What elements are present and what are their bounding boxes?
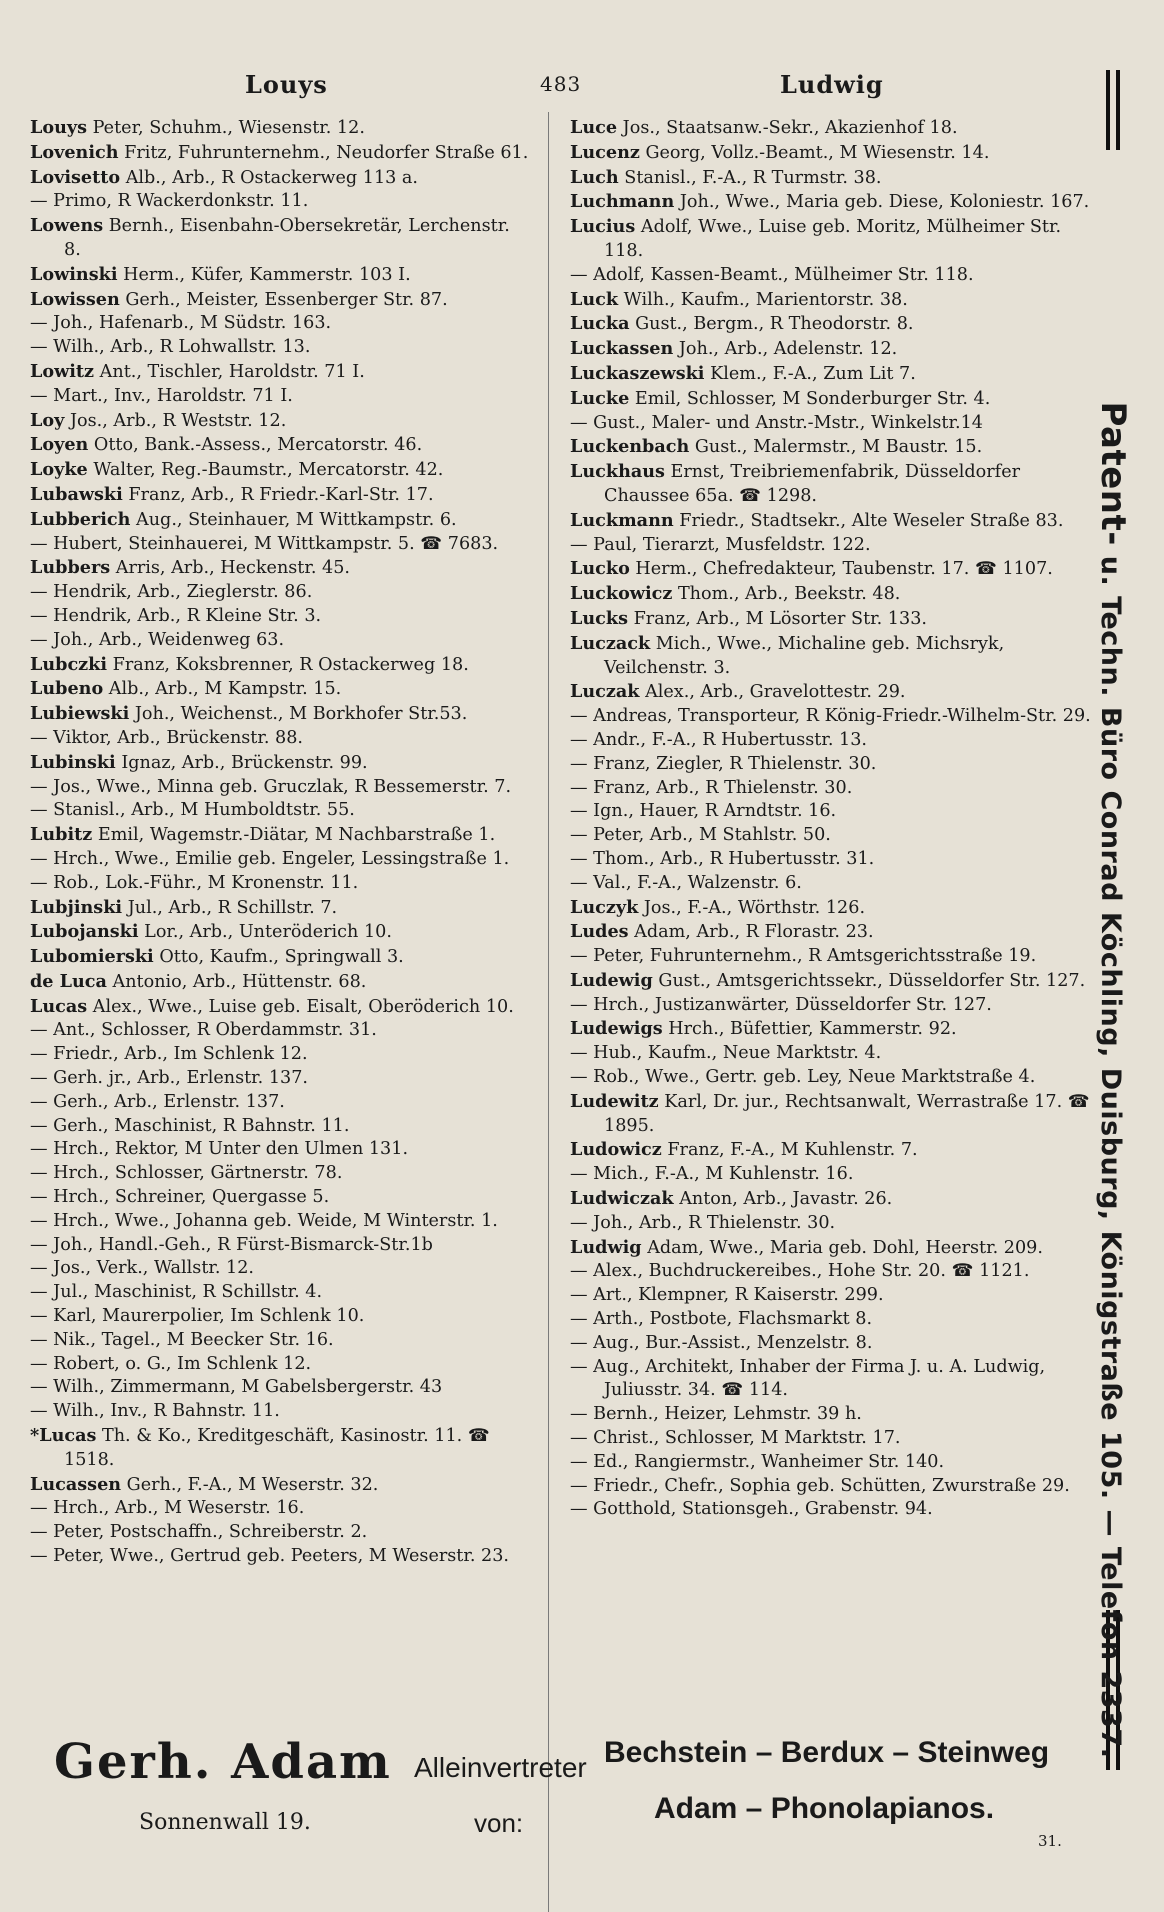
entry-details: — Rob., Wwe., Gertr. geb. Ley, Neue Marktstraße 4.: [570, 1067, 1036, 1088]
directory-entry: [30, 1091, 530, 1115]
entry-details: — Val., F.-A., Walzenstr. 6.: [570, 872, 802, 893]
side-rule: [1116, 70, 1120, 150]
entry-details: — Gerh., Maschinist, R Bahnstr. 11.: [30, 1115, 350, 1136]
entry-surname: Lovisetto: [30, 166, 121, 188]
entry-details: — Franz, Ziegler, R Thielenstr. 30.: [570, 753, 877, 774]
directory-entry: [570, 1308, 1095, 1332]
directory-entry: [570, 460, 1095, 509]
directory-entry: [570, 896, 1095, 921]
entry-details: Gust., Bergm., R Theodorstr. 8.: [635, 314, 914, 335]
entry-details: Gust., Amtsgerichtssekr., Düsseldorfer Str. 127.: [658, 970, 1086, 991]
entry-details: — Peter, Fuhrunternehm., R Amtsgerichtsstraße 19.: [570, 946, 1037, 967]
entry-surname: Lucks: [570, 607, 628, 629]
entry-surname: Luch: [570, 166, 619, 188]
left-column: [30, 116, 530, 1569]
entry-details: Mich., Wwe., Michaline geb. Michsryk, Veilchenstr. 3.: [604, 633, 1005, 678]
directory-entry: [570, 1163, 1095, 1187]
entry-surname: Lucka: [570, 313, 630, 335]
directory-entry: [570, 1451, 1095, 1475]
entry-surname: Lubawski: [30, 483, 123, 505]
entry-details: — Joh., Arb., Weidenweg 63.: [30, 629, 285, 650]
entry-details: Jul., Arb., R Schillstr. 7.: [127, 897, 338, 918]
directory-entry: [30, 190, 530, 214]
directory-entry: [570, 509, 1095, 534]
directory-entry: [30, 409, 530, 434]
entry-details: Wilh., Kaufm., Marientorstr. 38.: [623, 289, 908, 310]
entry-details: Adam, Arb., R Florastr. 23.: [634, 922, 874, 943]
side-ad-big: Patent-: [1093, 401, 1133, 546]
entry-surname: Luckenbach: [570, 436, 690, 458]
directory-entry: [30, 1400, 530, 1424]
entry-surname: Ludwig: [570, 1236, 642, 1258]
directory-entry: [30, 533, 530, 557]
entry-surname: Luckmann: [570, 509, 674, 531]
entry-surname: Lowens: [30, 215, 104, 237]
side-advertisement: [1093, 402, 1133, 1759]
entry-surname: Ludes: [570, 921, 629, 943]
directory-entry: [570, 945, 1095, 969]
directory-entry: [570, 1236, 1095, 1261]
ad-brands: Bechstein – Berdux – Steinweg: [604, 1736, 1050, 1769]
directory-entry: [30, 1019, 530, 1043]
directory-entry: [570, 1284, 1095, 1308]
directory-entry: [570, 705, 1095, 729]
directory-entry: [570, 1090, 1095, 1139]
entry-surname: Louys: [30, 117, 88, 138]
entry-details: — Ed., Rangiermstr., Wanheimer Str. 140.: [570, 1451, 945, 1472]
directory-entry: [570, 557, 1095, 582]
entry-details: — Art., Klempner, R Kaiserstr. 299.: [570, 1285, 884, 1306]
entry-details: Friedr., Stadtsekr., Alte Weseler Straße 83.: [679, 510, 1064, 531]
entry-details: — Alex., Buchdruckereibes., Hohe Str. 20. ☎ 1121.: [570, 1261, 1030, 1282]
entry-details: Jos., Staatsanw.-Sekr., Akazienhof 18.: [622, 118, 958, 138]
entry-details: — Mart., Inv., Haroldstr. 71 I.: [30, 385, 293, 406]
directory-entry: [30, 288, 530, 313]
directory-entry: [570, 632, 1095, 681]
entry-details: — Hrch., Rektor, M Unter den Ulmen 131.: [30, 1139, 409, 1160]
directory-entry: [30, 1376, 530, 1400]
directory-entry: [30, 166, 530, 191]
entry-details: Antonio, Arb., Hüttenstr. 68.: [112, 971, 367, 992]
directory-entry: [30, 995, 530, 1020]
directory-entry: [570, 215, 1095, 264]
directory-entry: [30, 1186, 530, 1210]
entry-details: — Christ., Schlosser, M Marktstr. 17.: [570, 1428, 901, 1449]
entry-details: — Friedr., Chefr., Sophia geb. Schütten, Zwurstraße 29.: [570, 1475, 1070, 1496]
entry-details: — Joh., Hafenarb., M Südstr. 163.: [30, 313, 332, 334]
directory-entry: [570, 848, 1095, 872]
directory-entry: [30, 727, 530, 751]
entry-surname: Ludwiczak: [570, 1188, 674, 1210]
directory-entry: [570, 800, 1095, 824]
entry-details: Herm., Küfer, Kammerstr. 103 I.: [123, 264, 411, 285]
side-ad-text: u. Techn. Büro Conrad Köchling, Duisburg, Königstraße 105. — Telefon 2337.: [1095, 555, 1126, 1759]
entry-surname: Lucas: [30, 995, 88, 1017]
entry-details: — Friedr., Arb., Im Schlenk 12.: [30, 1044, 308, 1065]
directory-entry: [30, 653, 530, 678]
ad-firm-name: Gerh. Adam: [54, 1734, 392, 1790]
entry-details: — Wilh., Zimmermann, M Gabelsbergerstr. 43: [30, 1377, 443, 1398]
directory-entry: [30, 945, 530, 970]
entry-details: Lor., Arb., Unteröderich 10.: [144, 922, 392, 943]
directory-entry: [30, 1115, 530, 1139]
entry-details: — Jos., Verk., Wallstr. 12.: [30, 1258, 255, 1279]
directory-entry: [570, 1260, 1095, 1284]
directory-entry: [30, 970, 530, 995]
entry-details: Ignaz, Arb., Brückenstr. 99.: [121, 752, 368, 773]
entry-details: Hrch., Büfettier, Kammerstr. 92.: [668, 1019, 957, 1040]
directory-entry: [30, 214, 530, 263]
entry-details: — Mich., F.-A., M Kuhlenstr. 16.: [570, 1164, 854, 1185]
directory-entry: [570, 312, 1095, 337]
directory-entry: [570, 1356, 1095, 1404]
entry-details: Gerh., F.-A., M Weserstr. 32.: [126, 1474, 379, 1495]
directory-entry: [30, 702, 530, 727]
directory-entry: [570, 872, 1095, 896]
directory-entry: [570, 1403, 1095, 1427]
entry-details: — Adolf, Kassen-Beamt., Mülheimer Str. 118.: [570, 264, 974, 285]
directory-entry: [570, 1066, 1095, 1090]
entry-surname: Luchmann: [570, 191, 675, 213]
directory-entry: [570, 824, 1095, 848]
directory-entry: [30, 629, 530, 653]
directory-entry: [30, 1281, 530, 1305]
entry-details: Franz, Koksbrenner, R Ostackerweg 18.: [112, 654, 469, 675]
directory-entry: [570, 264, 1095, 288]
directory-entry: [30, 1353, 530, 1377]
entry-details: Arris, Arb., Heckenstr. 45.: [115, 558, 351, 579]
entry-details: Otto, Bank.-Assess., Mercatorstr. 46.: [93, 435, 423, 456]
directory-entry: [30, 823, 530, 848]
directory-entry: [30, 263, 530, 288]
directory-entry: [30, 360, 530, 385]
right-header: Ludwig: [780, 70, 884, 99]
right-column: [570, 116, 1095, 1522]
entry-details: — Peter, Postschaffn., Schreiberstr. 2.: [30, 1522, 368, 1543]
entry-details: — Peter, Wwe., Gertrud geb. Peeters, M Weserstr. 23.: [30, 1546, 510, 1567]
directory-entry: [570, 337, 1095, 362]
directory-entry: [30, 458, 530, 483]
directory-entry: [570, 1187, 1095, 1212]
entry-surname: Lucko: [570, 558, 630, 580]
entry-details: — Robert, o. G., Im Schlenk 12.: [30, 1353, 312, 1374]
entry-details: — Hrch., Arb., M Weserstr. 16.: [30, 1498, 305, 1519]
entry-details: Franz, F.-A., M Kuhlenstr. 7.: [667, 1140, 918, 1161]
entry-details: — Nik., Tagel., M Beecker Str. 16.: [30, 1329, 334, 1350]
directory-entry: [570, 582, 1095, 607]
entry-details: Herm., Chefredakteur, Taubenstr. 17. ☎ 1107.: [635, 559, 1053, 580]
directory-entry: [570, 1332, 1095, 1356]
entry-details: Gerh., Meister, Essenberger Str. 87.: [125, 289, 448, 310]
directory-entry: [570, 1212, 1095, 1236]
entry-surname: de Luca: [30, 970, 107, 992]
entry-details: — Hrch., Schlosser, Gärtnerstr. 78.: [30, 1163, 343, 1184]
entry-details: — Hendrik, Arb., R Kleine Str. 3.: [30, 605, 322, 626]
entry-surname: Luce: [570, 117, 618, 138]
entry-details: — Primo, R Wackerdonkstr. 11.: [30, 191, 309, 212]
entry-details: — Gust., Maler- und Anstr.-Mstr., Winkelstr.14: [570, 412, 983, 433]
directory-entry: [570, 920, 1095, 945]
entry-details: Emil, Schlosser, M Sonderburger Str. 4.: [634, 388, 991, 409]
entry-details: — Hrch., Wwe., Johanna geb. Weide, M Winterstr. 1.: [30, 1210, 498, 1231]
directory-entry: [30, 1138, 530, 1162]
entry-details: Franz, Arb., M Lösorter Str. 133.: [633, 608, 927, 629]
directory-entry: [570, 1427, 1095, 1451]
entry-details: — Arth., Postbote, Flachsmarkt 8.: [570, 1309, 873, 1330]
ad-address: Sonnenwall 19.: [139, 1810, 311, 1835]
entry-details: Alex., Wwe., Luise geb. Eisalt, Oberöderich 10.: [92, 996, 514, 1017]
entry-details: — Hrch., Justizanwärter, Düsseldorfer Str. 127.: [570, 994, 992, 1015]
directory-entry: [30, 1043, 530, 1067]
directory-entry: [30, 312, 530, 336]
entry-details: — Hubert, Steinhauerei, M Wittkampstr. 5. ☎ 7683.: [30, 533, 499, 554]
directory-entry: [30, 1162, 530, 1186]
directory-entry: [570, 969, 1095, 994]
entry-details: Emil, Wagemstr.-Diätar, M Nachbarstraße 1.: [97, 825, 496, 846]
entry-details: Walter, Reg.-Baumstr., Mercatorstr. 42.: [93, 460, 444, 481]
directory-entry: [570, 362, 1095, 387]
left-header: Louys: [245, 70, 328, 99]
directory-entry: [570, 753, 1095, 777]
entry-surname: Luczyk: [570, 896, 639, 918]
entry-details: Ant., Tischler, Haroldstr. 71 I.: [99, 361, 365, 382]
directory-entry: [30, 141, 530, 166]
directory-entry: [30, 751, 530, 776]
directory-entry: [30, 1521, 530, 1545]
entry-details: Joh., Wwe., Maria geb. Diese, Koloniestr. 167.: [679, 192, 1090, 213]
entry-surname: Lubiewski: [30, 703, 130, 725]
entry-surname: Lubbers: [30, 557, 111, 579]
entry-details: — Wilh., Arb., R Lohwallstr. 13.: [30, 337, 311, 358]
entry-surname: Lubinski: [30, 751, 116, 773]
directory-entry: [30, 508, 530, 533]
directory-entry: [30, 556, 530, 581]
entry-details: Alb., Arb., M Kampstr. 15.: [108, 679, 342, 700]
entry-surname: Lubomierski: [30, 946, 154, 968]
directory-entry: [570, 116, 1095, 141]
entry-details: — Jos., Wwe., Minna geb. Gruczlak, R Bessemerstr. 7.: [30, 776, 512, 797]
directory-entry: [30, 1305, 530, 1329]
entry-surname: Lubeno: [30, 678, 104, 700]
entry-details: — Andreas, Transporteur, R König-Friedr.-Wilhelm-Str. 29.: [570, 706, 1091, 727]
directory-entry: [570, 680, 1095, 705]
entry-details: Franz, Arb., R Friedr.-Karl-Str. 17.: [128, 484, 434, 505]
directory-entry: [30, 385, 530, 409]
entry-details: — Wilh., Inv., R Bahnstr. 11.: [30, 1401, 280, 1422]
directory-entry: [30, 1497, 530, 1521]
directory-entry: [570, 729, 1095, 753]
ad-phonolapianos: Adam – Phonolapianos.: [654, 1792, 995, 1825]
entry-details: Gust., Malermstr., M Baustr. 15.: [694, 437, 983, 458]
entry-surname: Ludewitz: [570, 1090, 659, 1112]
directory-entry: [30, 581, 530, 605]
entry-details: — Aug., Bur.-Assist., Menzelstr. 8.: [570, 1332, 873, 1353]
column-divider: [548, 112, 549, 1912]
entry-details: Joh., Weichenst., M Borkhofer Str.53.: [134, 704, 468, 725]
entry-details: — Andr., F.-A., R Hubertusstr. 13.: [570, 729, 867, 750]
entry-details: Otto, Kaufm., Springwall 3.: [159, 947, 404, 968]
directory-entry: [570, 387, 1095, 412]
entry-details: — Joh., Arb., R Thielenstr. 30.: [570, 1212, 836, 1233]
directory-entry: [30, 848, 530, 872]
entry-surname: Lovenich: [30, 141, 119, 163]
entry-details: — Paul, Tierarzt, Musfeldstr. 122.: [570, 534, 871, 555]
entry-details: Th. & Ko., Kreditgeschäft, Kasinostr. 11. ☎ 1518.: [64, 1426, 490, 1470]
directory-entry: [30, 799, 530, 823]
entry-details: — Hendrik, Arb., Zieglerstr. 86.: [30, 582, 313, 603]
directory-entry: [570, 534, 1095, 558]
entry-surname: Loy: [30, 409, 65, 431]
entry-details: Jos., Arb., R Weststr. 12.: [69, 410, 287, 431]
entry-details: Thom., Arb., Beekstr. 48.: [677, 584, 901, 605]
directory-entry: [30, 433, 530, 458]
entry-surname: Loyen: [30, 434, 89, 456]
entry-details: — Ant., Schlosser, R Oberdammstr. 31.: [30, 1020, 377, 1041]
entry-surname: Luck: [570, 288, 619, 310]
entry-details: Jos., F.-A., Wörthstr. 126.: [643, 897, 866, 918]
directory-entry: [570, 1475, 1095, 1499]
directory-entry: [30, 896, 530, 921]
entry-surname: Ludewigs: [570, 1018, 663, 1040]
entry-details: — Rob., Lok.-Führ., M Kronenstr. 11.: [30, 872, 359, 893]
entry-details: — Jul., Maschinist, R Schillstr. 4.: [30, 1282, 323, 1303]
entry-surname: Loyke: [30, 459, 88, 481]
entry-details: Georg, Vollz.-Beamt., M Wiesenstr. 14.: [645, 142, 990, 163]
entry-surname: Lucke: [570, 387, 630, 409]
entry-details: — Hrch., Wwe., Emilie geb. Engeler, Lessingstraße 1.: [30, 848, 510, 869]
entry-details: Fritz, Fuhrunternehm., Neudorfer Straße 61.: [124, 142, 529, 163]
entry-details: — Thom., Arb., R Hubertusstr. 31.: [570, 848, 875, 869]
directory-entry: [30, 776, 530, 800]
directory-entry: [570, 166, 1095, 191]
entry-details: — Stanisl., Arb., M Humboldtstr. 55.: [30, 800, 355, 821]
entry-details: Ernst, Treibriemenfabrik, Düsseldorfer Chaussee 65a. ☎ 1298.: [604, 462, 1021, 506]
entry-surname: Ludewig: [570, 969, 653, 991]
entry-surname: Lubojanski: [30, 921, 139, 943]
entry-details: — Peter, Arb., M Stahlstr. 50.: [570, 825, 831, 846]
entry-details: — Joh., Handl.-Geh., R Fürst-Bismarck-Str.1b: [30, 1234, 433, 1255]
entry-surname: Luckassen: [570, 338, 674, 360]
entry-surname: Lowinski: [30, 263, 118, 285]
entry-details: — Bernh., Heizer, Lehmstr. 39 h.: [570, 1404, 862, 1425]
directory-entry: [570, 190, 1095, 215]
entry-surname: Luczak: [570, 681, 640, 703]
directory-entry: [30, 336, 530, 360]
bottom-advertisement: [44, 1734, 1084, 1844]
directory-entry: [30, 483, 530, 508]
entry-details: Adolf, Wwe., Luise geb. Moritz, Mülheimer Str. 118.: [604, 217, 1062, 261]
entry-surname: Lucius: [570, 216, 636, 238]
directory-entry: [30, 1210, 530, 1234]
entry-surname: Lucenz: [570, 141, 640, 163]
directory-entry: [30, 605, 530, 629]
entry-surname: Lowissen: [30, 288, 120, 310]
entry-surname: Lowitz: [30, 360, 95, 382]
directory-entry: [30, 1424, 530, 1473]
directory-entry: [570, 607, 1095, 632]
entry-details: — Gotthold, Stationsgeh., Grabenstr. 94.: [570, 1499, 933, 1520]
entry-details: Karl, Dr. jur., Rechtsanwalt, Werrastraße 17. ☎ 1895.: [604, 1091, 1090, 1136]
entry-surname: Lucassen: [30, 1473, 122, 1495]
entry-surname: *Lucas: [30, 1425, 97, 1447]
ad-agent: Alleinvertreter: [414, 1752, 587, 1783]
directory-entry: [570, 412, 1095, 436]
entry-details: — Viktor, Arb., Brückenstr. 88.: [30, 727, 304, 748]
directory-entry: [30, 872, 530, 896]
entry-surname: Lubjinski: [30, 896, 123, 918]
directory-entry: [570, 141, 1095, 166]
entry-details: Stanisl., F.-A., R Turmstr. 38.: [624, 167, 882, 188]
side-rule: [1106, 70, 1110, 150]
entry-details: — Hub., Kaufm., Neue Marktstr. 4.: [570, 1043, 882, 1064]
entry-details: Anton, Arb., Javastr. 26.: [679, 1189, 893, 1210]
directory-entry: [570, 1042, 1095, 1066]
page-number: 483: [540, 72, 582, 96]
directory-entry: [570, 777, 1095, 801]
directory-entry: [570, 288, 1095, 313]
entry-details: Alex., Arb., Gravelottestr. 29.: [645, 682, 906, 703]
entry-details: — Hrch., Schreiner, Quergasse 5.: [30, 1187, 330, 1208]
directory-entry: [30, 1234, 530, 1258]
directory-entry: [30, 116, 530, 141]
entry-surname: Lubitz: [30, 824, 93, 846]
ad-von: von:: [474, 1808, 524, 1838]
entry-surname: Ludowicz: [570, 1139, 662, 1161]
entry-surname: Lubberich: [30, 508, 131, 530]
directory-entry: [570, 1498, 1095, 1522]
directory-entry: [30, 1473, 530, 1498]
printer-signature: 31.: [1038, 1832, 1062, 1850]
directory-entry: [570, 435, 1095, 460]
entry-details: Klem., F.-A., Zum Lit 7.: [710, 363, 916, 384]
directory-entry: [30, 1257, 530, 1281]
entry-surname: Luckhaus: [570, 461, 665, 483]
entry-details: — Karl, Maurerpolier, Im Schlenk 10.: [30, 1306, 365, 1327]
directory-entry: [30, 920, 530, 945]
entry-surname: Lubczki: [30, 653, 108, 675]
entry-surname: Luckaszewski: [570, 362, 705, 384]
directory-entry: [570, 1017, 1095, 1042]
entry-details: — Gerh. jr., Arb., Erlenstr. 137.: [30, 1068, 309, 1089]
entry-details: — Aug., Architekt, Inhaber der Firma J. u. A. Ludwig, Juliusstr. 34. ☎ 114.: [570, 1356, 1046, 1401]
directory-entry: [30, 1545, 530, 1569]
entry-details: Adam, Wwe., Maria geb. Dohl, Heerstr. 209.: [647, 1237, 1043, 1258]
entry-details: Bernh., Eisenbahn-Obersekretär, Lerchenstr. 8.: [64, 216, 510, 260]
entry-details: Aug., Steinhauer, M Wittkampstr. 6.: [136, 509, 457, 530]
entry-details: — Ign., Hauer, R Arndtstr. 16.: [570, 801, 837, 822]
directory-entry: [570, 1138, 1095, 1163]
directory-entry: [30, 677, 530, 702]
directory-entry: [570, 994, 1095, 1018]
entry-surname: Luckowicz: [570, 583, 673, 605]
entry-details: Peter, Schuhm., Wiesenstr. 12.: [92, 118, 365, 138]
entry-details: — Gerh., Arb., Erlenstr. 137.: [30, 1091, 285, 1112]
directory-entry: [30, 1329, 530, 1353]
entry-surname: Luczack: [570, 632, 651, 654]
entry-details: Alb., Arb., R Ostackerweg 113 a.: [125, 167, 419, 188]
entry-details: — Franz, Arb., R Thielenstr. 30.: [570, 777, 853, 798]
directory-entry: [30, 1067, 530, 1091]
entry-details: Joh., Arb., Adelenstr. 12.: [678, 339, 898, 360]
